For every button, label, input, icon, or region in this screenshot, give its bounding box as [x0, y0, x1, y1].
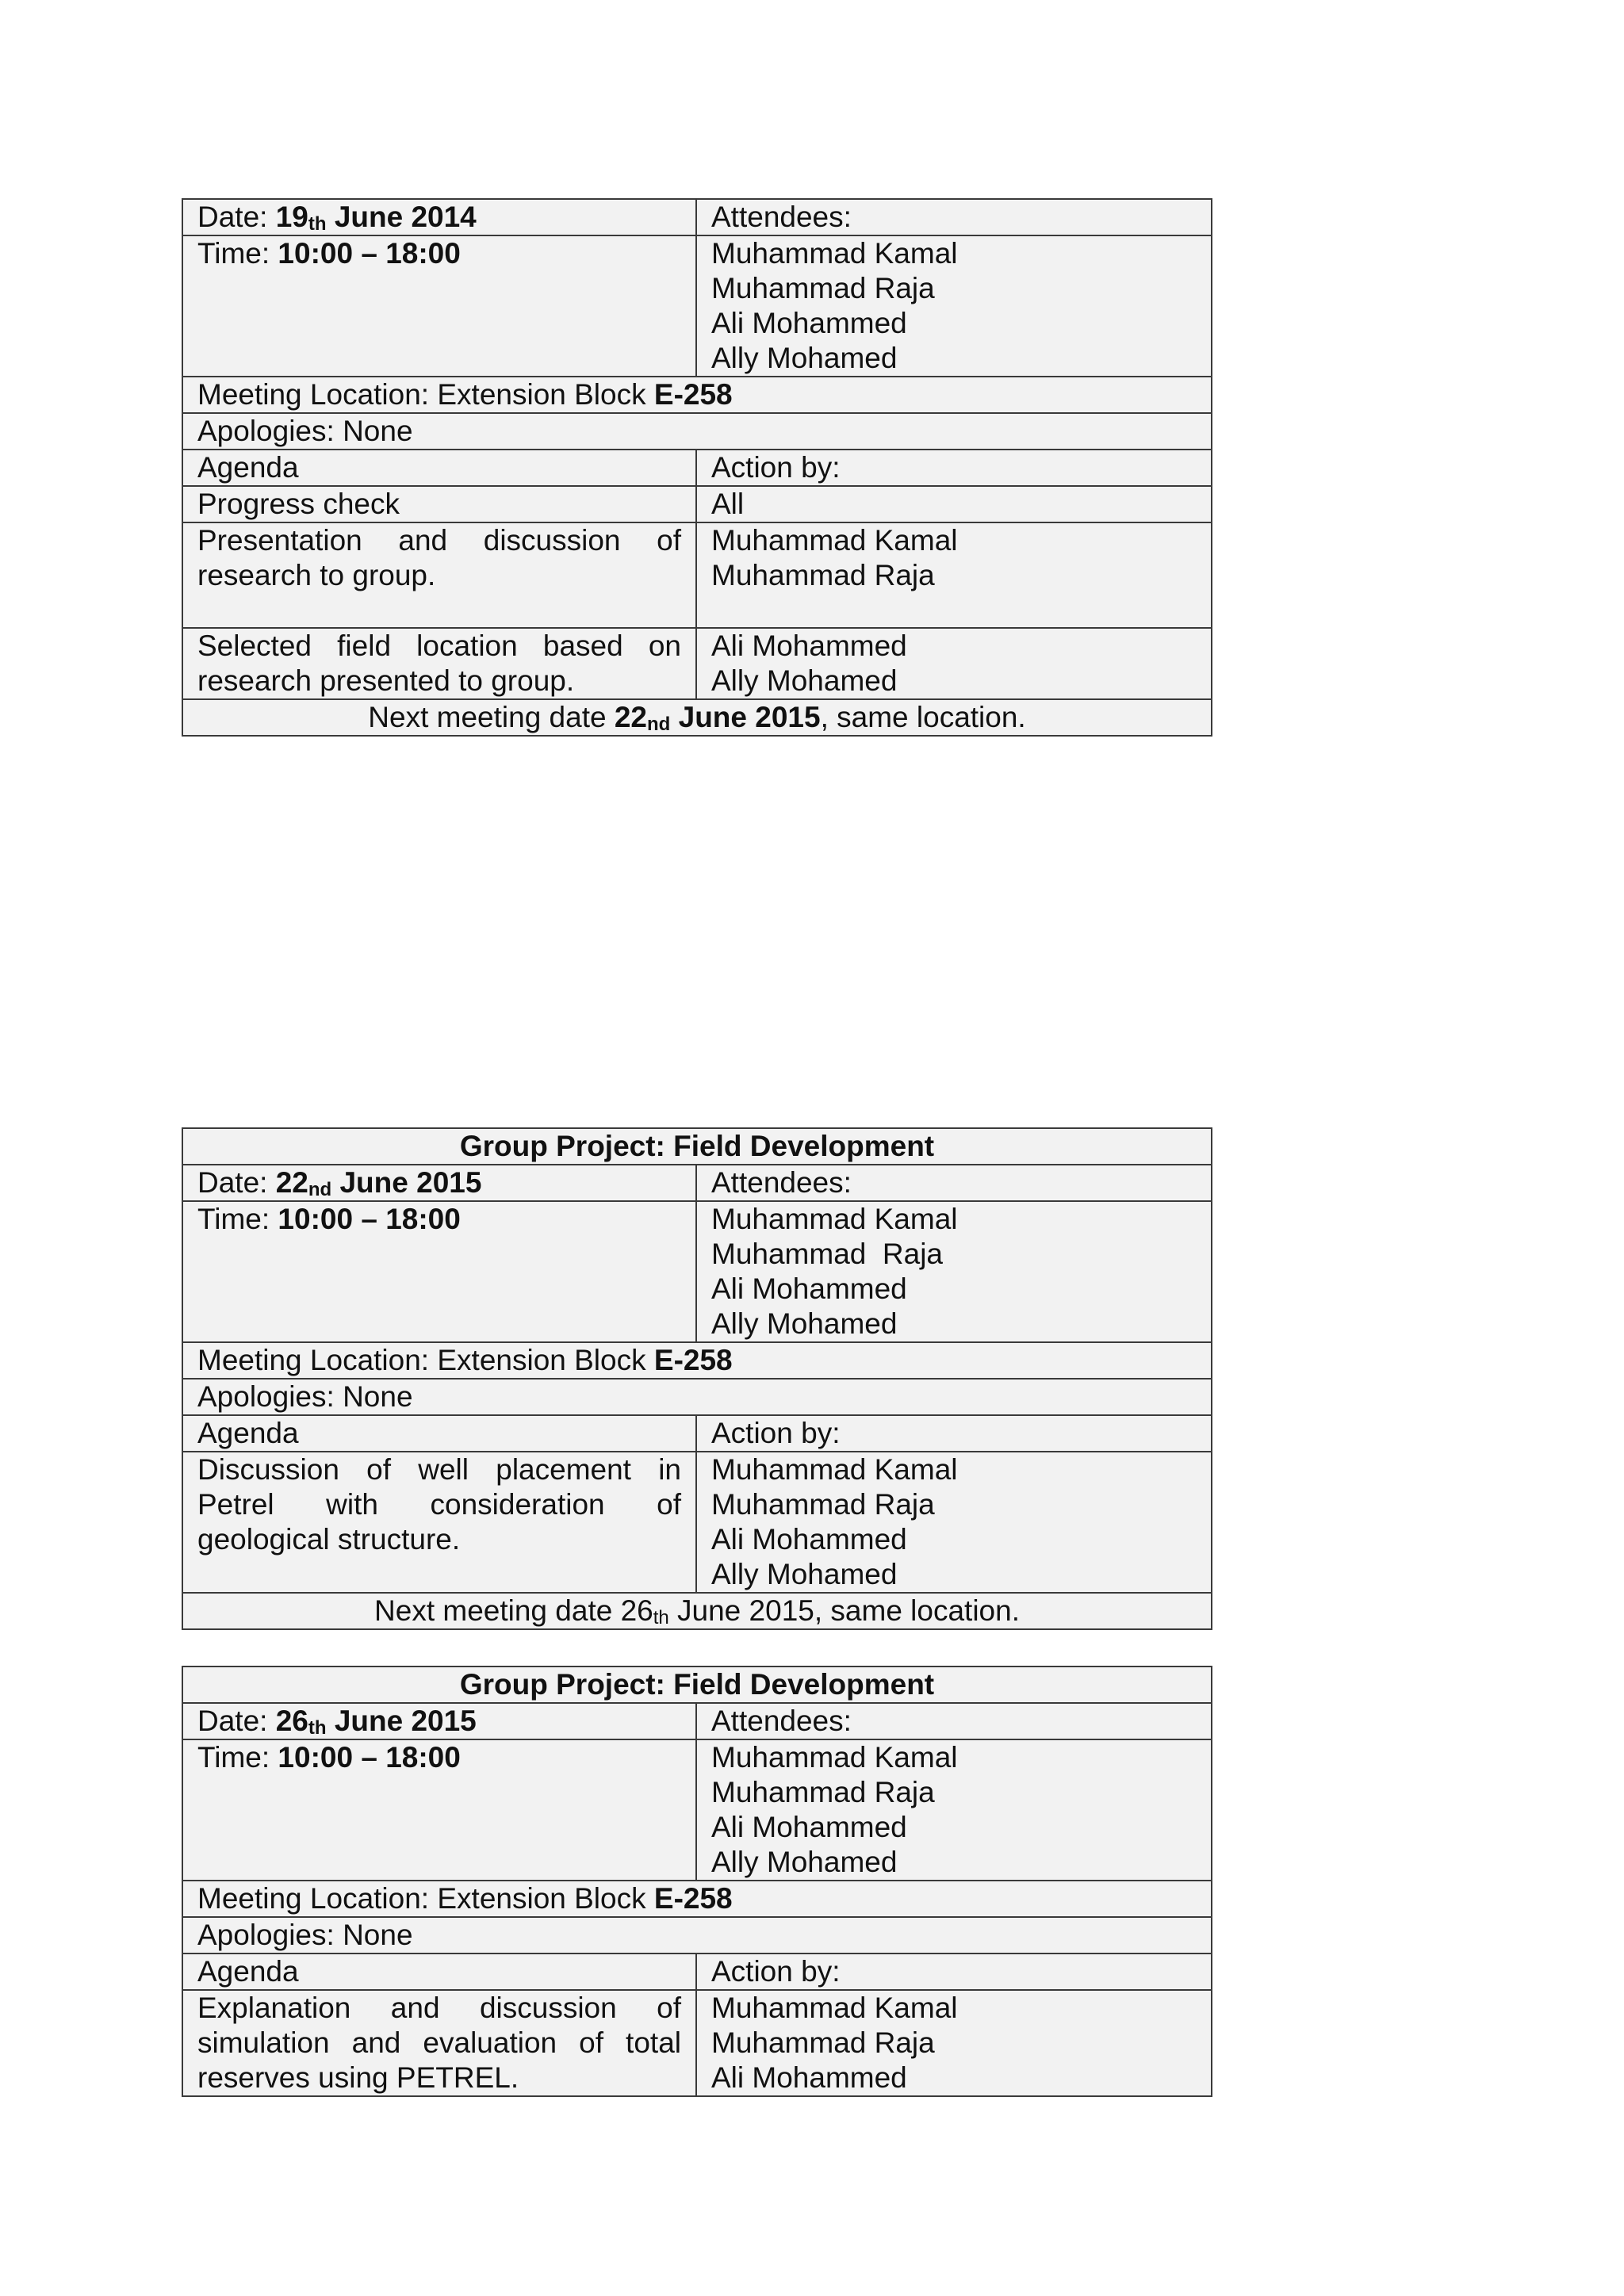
date-rest: June 2014 [334, 201, 477, 233]
next-meeting [182, 1593, 1212, 1629]
date-label: Date: [197, 1705, 268, 1737]
attendee: Ally Mohamed [711, 1846, 898, 1878]
attendees-list [696, 1201, 1212, 1342]
location-label: Meeting Location: Extension Block [197, 1344, 646, 1376]
time-cell [182, 1739, 696, 1881]
agenda-item: Discussion of well placement in Petrel with consideration of geological structure. [182, 1452, 696, 1593]
action-person: Ally Mohamed [711, 664, 898, 697]
agenda-header: Agenda [182, 1954, 696, 1990]
date-cell [182, 1165, 696, 1201]
action-header: Action by: [696, 1954, 1212, 1990]
attendee: Muhammad Raja [711, 272, 935, 304]
attendees-label: Attendees: [696, 1165, 1212, 1201]
location-label: Meeting Location: Extension Block [197, 1882, 646, 1915]
location-code: E-258 [653, 1882, 733, 1915]
meeting-minutes-table-3 [182, 1666, 1212, 2097]
next-meeting-suffix: nd [647, 714, 671, 735]
next-meeting-tail: , same location. [820, 701, 1026, 733]
action-by [696, 1452, 1212, 1593]
time-cell [182, 1201, 696, 1342]
next-meeting-tail: June 2015, same location. [677, 1594, 1020, 1627]
location-cell [182, 377, 1212, 413]
action-person: Muhammad Raja [711, 559, 935, 591]
date-rest: June 2015 [339, 1166, 482, 1199]
action-by [696, 1990, 1212, 2096]
date-day: 22 [275, 1166, 308, 1199]
agenda-header: Agenda [182, 450, 696, 486]
action-by [696, 628, 1212, 699]
attendee: Muhammad Raja [711, 1776, 935, 1808]
time-label: Time: [197, 237, 270, 270]
date-day: 26 [275, 1705, 308, 1737]
date-cell [182, 1703, 696, 1739]
time-label: Time: [197, 1203, 270, 1235]
date-cell [182, 199, 696, 235]
apologies-cell: Apologies: None [182, 1379, 1212, 1415]
attendee: Ally Mohamed [711, 342, 898, 374]
action-header: Action by: [696, 1415, 1212, 1452]
attendee: Ali Mohammed [711, 307, 907, 339]
action-person: Muhammad Kamal [711, 1992, 958, 2024]
action-person: Muhammad Raja [711, 1488, 935, 1521]
next-meeting-day: 22 [614, 701, 648, 733]
agenda-item: Selected field location based on research presented to group. [182, 628, 696, 699]
attendee: Ally Mohamed [711, 1307, 898, 1340]
next-meeting-prefix: Next meeting date 26 [374, 1594, 653, 1627]
project-title: Group Project: Field Development [459, 1130, 935, 1162]
action-person: Ally Mohamed [711, 1558, 898, 1590]
date-suffix: th [308, 213, 327, 235]
date-label: Date: [197, 201, 268, 233]
apologies-cell: Apologies: None [182, 413, 1212, 450]
next-meeting [182, 699, 1212, 736]
next-meeting-suffix: th [653, 1607, 669, 1628]
table-header [182, 1128, 1212, 1165]
agenda-header: Agenda [182, 1415, 696, 1452]
project-title: Group Project: Field Development [459, 1668, 935, 1701]
time-value: 10:00 – 18:00 [278, 237, 461, 270]
time-value: 10:00 – 18:00 [278, 1741, 461, 1774]
time-label: Time: [197, 1741, 270, 1774]
attendee: Muhammad Kamal [711, 237, 958, 270]
action-person: Ali Mohammed [711, 1523, 907, 1556]
time-value: 10:00 – 18:00 [278, 1203, 461, 1235]
next-meeting-rest: June 2015 [678, 701, 821, 733]
meeting-minutes-table-2 [182, 1127, 1212, 1630]
location-cell [182, 1881, 1212, 1917]
meeting-minutes-table-1 [182, 198, 1212, 737]
action-by [696, 522, 1212, 628]
action-person: Ali Mohammed [711, 629, 907, 662]
attendee: Ali Mohammed [711, 1272, 907, 1305]
action-person: Muhammad Kamal [711, 1453, 958, 1486]
attendee: Ali Mohammed [711, 1811, 907, 1843]
action-by: All [696, 486, 1212, 522]
location-cell [182, 1342, 1212, 1379]
attendees-label: Attendees: [696, 1703, 1212, 1739]
next-meeting-prefix: Next meeting date [368, 701, 607, 733]
agenda-item: Progress check [182, 486, 696, 522]
attendee: Muhammad Kamal [711, 1203, 958, 1235]
location-code: E-258 [653, 378, 733, 411]
time-cell [182, 235, 696, 377]
attendees-list [696, 1739, 1212, 1881]
action-person: Muhammad Raja [711, 2026, 935, 2059]
date-suffix: th [308, 1717, 327, 1739]
agenda-item: Presentation and discussion of research to group. [182, 522, 696, 628]
action-header: Action by: [696, 450, 1212, 486]
date-day: 19 [275, 201, 308, 233]
action-person: Ali Mohammed [711, 2061, 907, 2094]
attendees-list [696, 235, 1212, 377]
date-label: Date: [197, 1166, 268, 1199]
attendees-label: Attendees: [696, 199, 1212, 235]
table-header [182, 1667, 1212, 1703]
location-code: E-258 [653, 1344, 733, 1376]
date-rest: June 2015 [334, 1705, 477, 1737]
date-suffix: nd [308, 1179, 332, 1200]
attendee: Muhammad Raja [711, 1238, 944, 1270]
attendee: Muhammad Kamal [711, 1741, 958, 1774]
action-person: Muhammad Kamal [711, 524, 958, 557]
apologies-cell: Apologies: None [182, 1917, 1212, 1954]
agenda-item: Explanation and discussion of simulation and evaluation of total reserves using PETREL. [182, 1990, 696, 2096]
location-label: Meeting Location: Extension Block [197, 378, 646, 411]
